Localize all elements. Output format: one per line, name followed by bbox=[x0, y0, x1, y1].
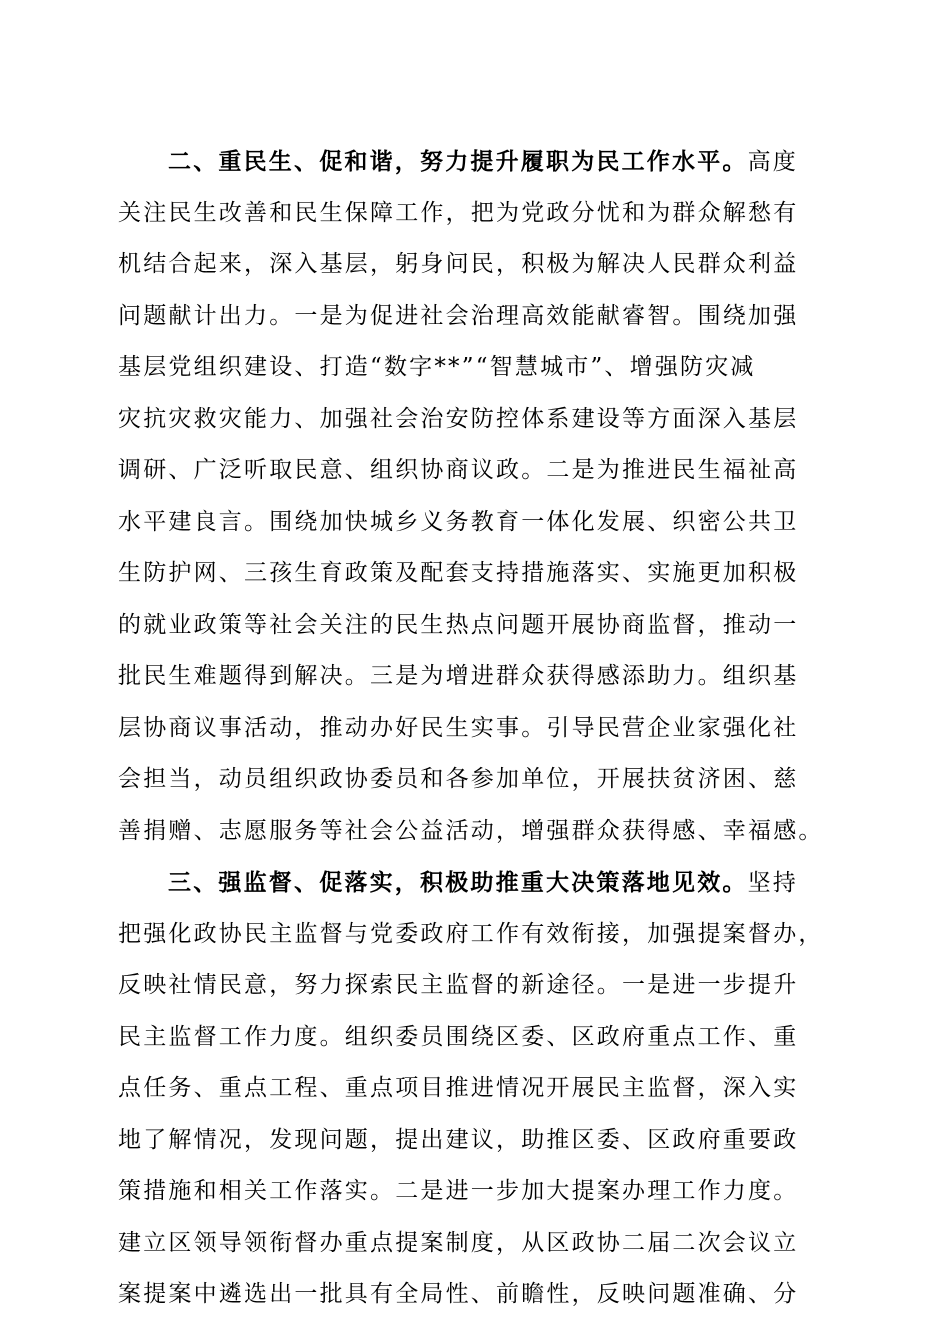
paragraph-line: 会担当，动员组织政协委员和各参加单位，开展扶贫济困、慈 bbox=[118, 766, 799, 792]
paragraph-line: 基层党组织建设、打造“数字**”“智慧城市”、增强防灾减 bbox=[118, 354, 756, 380]
paragraph-line: 策措施和相关工作落实。二是进一步加大提案办理工作力度。 bbox=[118, 1178, 799, 1204]
paragraph-line: 问题献计出力。一是为促进社会治理高效能献睿智。围绕加强 bbox=[118, 302, 799, 329]
paragraph-line: 关注民生改善和民生保障工作，把为党政分忧和为群众解愁有 bbox=[118, 199, 799, 226]
paragraph-line: 反映社情民意，努力探索民主监督的新途径。一是进一步提升 bbox=[118, 972, 799, 998]
paragraph-line: 生防护网、三孩生育政策及配套支持措施落实、实施更加积极 bbox=[118, 560, 799, 586]
paragraph-line: 的就业政策等社会关注的民生热点问题开展协商监督，推动一 bbox=[118, 611, 799, 638]
paragraph-line: 灾抗灾救灾能力、加强社会治安防控体系建设等方面深入基层 bbox=[118, 405, 799, 432]
paragraph-line: 水平建良言。围绕加快城乡义务教育一体化发展、织密公共卫 bbox=[118, 508, 799, 535]
section3-first-line bbox=[118, 857, 833, 909]
section3-first-line-tail: 坚持 bbox=[747, 870, 799, 896]
paragraph-line: 机结合起来，深入基层，躬身问民，积极为解决人民群众利益 bbox=[118, 251, 799, 277]
paragraph-line: 层协商议事活动，推动办好民生实事。引导民营企业家强化社 bbox=[118, 714, 799, 741]
paragraph-line: 批民生难题得到解决。三是为增进群众获得感添助力。组织基 bbox=[118, 663, 799, 689]
paragraph-line: 点任务、重点工程、重点项目推进情况开展民主监督，深入实 bbox=[118, 1075, 799, 1101]
section3-heading: 三、强监督、促落实，积极助推重大决策落地见效。 bbox=[168, 869, 748, 896]
document-body bbox=[118, 136, 833, 1321]
paragraph-line: 民主监督工作力度。组织委员围绕区委、区政府重点工作、重 bbox=[118, 1023, 799, 1050]
paragraph-line: 建立区领导领衔督办重点提案制度，从区政协二届二次会议立 bbox=[118, 1229, 799, 1256]
section2-first-line-tail: 高度 bbox=[747, 149, 799, 175]
paragraph-line: 把强化政协民主监督与党委政府工作有效衔接，加强提案督办， bbox=[118, 920, 824, 947]
paragraph-line: 地了解情况，发现问题，提出建议，助推区委、区政府重要政 bbox=[118, 1126, 799, 1153]
section2-first-line bbox=[118, 136, 833, 188]
paragraph-line: 调研、广泛听取民意、组织协商议政。二是为推进民生福祉高 bbox=[118, 457, 799, 483]
paragraph-line: 案提案中遴选出一批具有全局性、前瞻性，反映问题准确、分 bbox=[118, 1281, 799, 1307]
paragraph-line: 善捐赠、志愿服务等社会公益活动，增强群众获得感、幸福感。 bbox=[118, 817, 824, 844]
section2-heading: 二、重民生、促和谐，努力提升履职为民工作水平。 bbox=[168, 148, 748, 175]
